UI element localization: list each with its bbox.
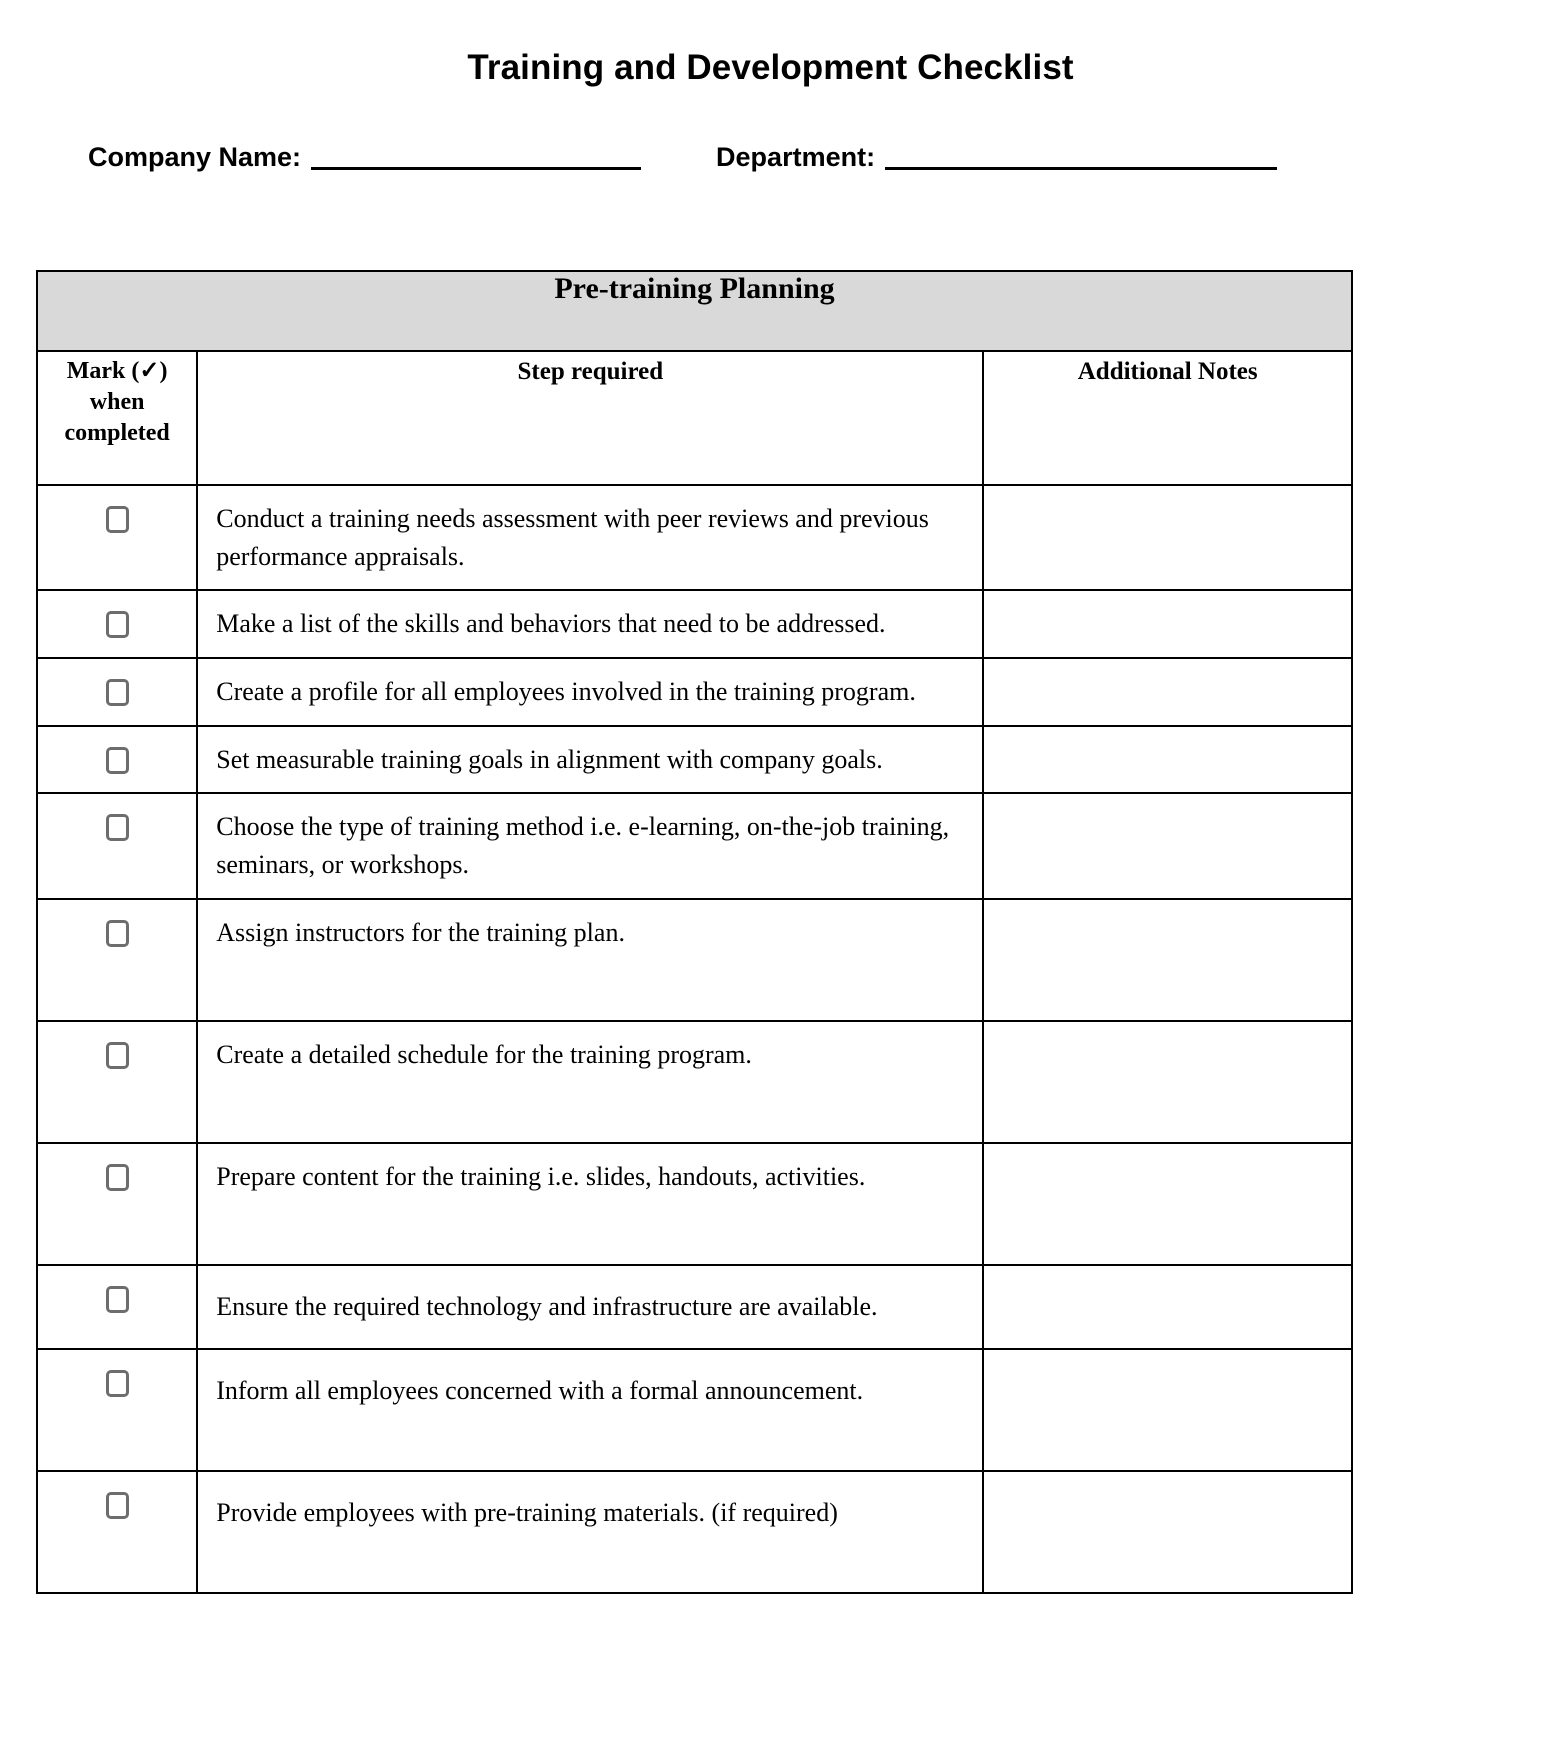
table-row <box>37 1349 1352 1471</box>
checkbox-icon[interactable] <box>106 506 129 533</box>
table-row <box>37 590 1352 658</box>
notes-cell[interactable] <box>983 899 1352 1021</box>
checklist-body <box>37 485 1352 1593</box>
notes-cell[interactable] <box>983 793 1352 898</box>
checkbox-icon[interactable] <box>106 1286 129 1313</box>
step-text: Set measurable training goals in alignment with company goals. <box>197 726 983 794</box>
checkbox-cell[interactable] <box>37 658 197 726</box>
checkbox-cell[interactable] <box>37 1143 197 1265</box>
checklist-head <box>37 271 1352 485</box>
checkbox-cell[interactable] <box>37 726 197 794</box>
table-row <box>37 1143 1352 1265</box>
checkbox-cell[interactable] <box>37 793 197 898</box>
notes-cell[interactable] <box>983 726 1352 794</box>
step-text: Create a detailed schedule for the training program. <box>197 1021 983 1143</box>
table-row <box>37 1265 1352 1350</box>
checkbox-icon[interactable] <box>106 747 129 774</box>
company-name-label: Company Name: <box>88 141 302 172</box>
department-field[interactable] <box>716 135 1277 173</box>
step-text: Make a list of the skills and behaviors that need to be addressed. <box>197 590 983 658</box>
company-name-input[interactable] <box>311 139 641 170</box>
step-text: Create a profile for all employees involved in the training program. <box>197 658 983 726</box>
step-text: Assign instructors for the training plan. <box>197 899 983 1021</box>
department-label: Department: <box>716 141 876 172</box>
checkbox-cell[interactable] <box>37 899 197 1021</box>
checkbox-cell[interactable] <box>37 1471 197 1593</box>
column-header-step: Step required <box>197 351 983 485</box>
column-header-notes: Additional Notes <box>983 351 1352 485</box>
checkbox-icon[interactable] <box>106 1370 129 1397</box>
checkbox-icon[interactable] <box>106 1164 129 1191</box>
table-row <box>37 658 1352 726</box>
step-text: Prepare content for the training i.e. slides, handouts, activities. <box>197 1143 983 1265</box>
table-row <box>37 793 1352 898</box>
checkbox-cell[interactable] <box>37 1265 197 1350</box>
step-text: Provide employees with pre-training materials. (if required) <box>197 1471 983 1593</box>
step-text: Conduct a training needs assessment with peer reviews and previous performance appraisals. <box>197 485 983 590</box>
checkbox-cell[interactable] <box>37 1021 197 1143</box>
checkbox-icon[interactable] <box>106 679 129 706</box>
notes-cell[interactable] <box>983 485 1352 590</box>
checkbox-icon[interactable] <box>106 1042 129 1069</box>
table-row <box>37 485 1352 590</box>
table-row <box>37 726 1352 794</box>
checkbox-cell[interactable] <box>37 590 197 658</box>
checkbox-icon[interactable] <box>106 1492 129 1519</box>
step-text: Ensure the required technology and infrastructure are available. <box>197 1265 983 1350</box>
mark-header-line1: Mark (✓) <box>66 357 168 384</box>
column-header-mark <box>37 351 197 485</box>
section-title-row <box>37 271 1352 351</box>
checkbox-cell[interactable] <box>37 1349 197 1471</box>
checklist-container <box>0 270 1541 1594</box>
company-name-field[interactable] <box>88 135 641 173</box>
page-title: Training and Development Checklist <box>467 48 1074 87</box>
department-input[interactable] <box>885 139 1277 170</box>
checkbox-icon[interactable] <box>106 814 129 841</box>
table-row <box>37 1471 1352 1593</box>
checkbox-cell[interactable] <box>37 485 197 590</box>
checklist-table <box>36 270 1353 1594</box>
notes-cell[interactable] <box>983 1143 1352 1265</box>
mark-header-line3: completed <box>64 420 170 447</box>
notes-cell[interactable] <box>983 1349 1352 1471</box>
notes-cell[interactable] <box>983 658 1352 726</box>
step-text: Inform all employees concerned with a formal announcement. <box>197 1349 983 1471</box>
checkbox-icon[interactable] <box>106 611 129 638</box>
form-fields-row <box>0 135 1541 173</box>
notes-cell[interactable] <box>983 1471 1352 1593</box>
notes-cell[interactable] <box>983 590 1352 658</box>
table-row <box>37 1021 1352 1143</box>
mark-header-line2: when <box>89 389 145 416</box>
step-text: Choose the type of training method i.e. e-learning, on-the-job training, seminars, or workshops. <box>197 793 983 898</box>
checkbox-icon[interactable] <box>106 920 129 947</box>
notes-cell[interactable] <box>983 1265 1352 1350</box>
column-header-row <box>37 351 1352 485</box>
table-row <box>37 899 1352 1021</box>
notes-cell[interactable] <box>983 1021 1352 1143</box>
section-title: Pre-training Planning <box>37 271 1352 351</box>
